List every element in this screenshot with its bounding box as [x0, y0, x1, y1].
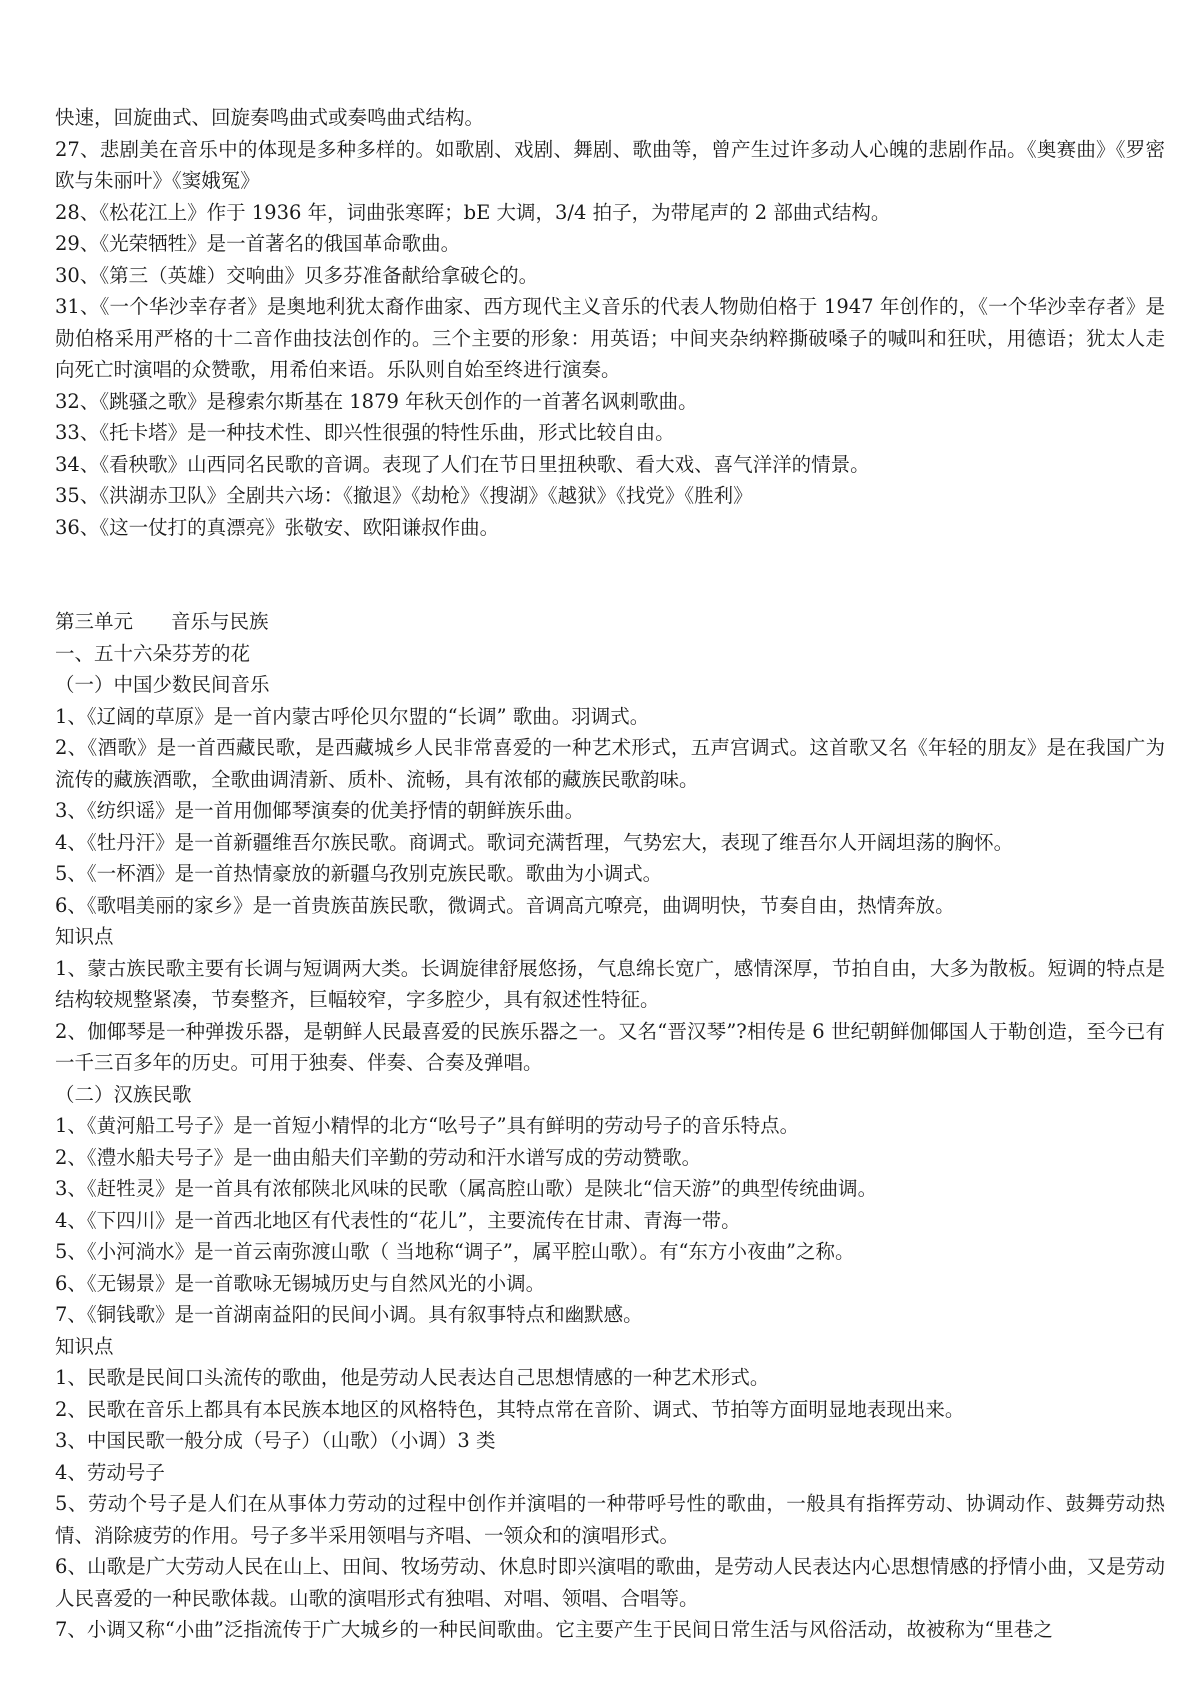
paragraph: 4、劳动号子 — [55, 1460, 165, 1484]
paragraph: 3、《纺织谣》是一首用伽倻琴演奏的优美抒情的朝鲜族乐曲。 — [55, 799, 585, 822]
paragraph: 2、伽倻琴是一种弹拨乐器，是朝鲜人民最喜爱的民族乐器之一。又名“晋汉琴”?相传是 6 世纪朝鲜伽倻国人于勒创造，至今已有一千三百多年的历史。可用于独奏、伴奏、合奏及弹唱。 — [55, 1019, 1165, 1074]
paragraph: 27、悲剧美在音乐中的体现是多种多样的。如歌剧、戏剧、舞剧、歌曲等，曾产生过许多动人心魄的悲剧作品。《奥赛曲》《罗密欧与朱丽叶》《窦娥冤》 — [55, 137, 1165, 192]
paragraph: 31、《一个华沙幸存者》是奥地利犹太裔作曲家、西方现代主义音乐的代表人物勋伯格于 1947 年创作的，《一个华沙幸存者》是勋伯格采用严格的十二音作曲技法创作的。三个主要的形象：用英语；中间夹杂纳粹撕破嗓子的喊叫和狂吠，用德语；犹太人走向死亡时演唱的众赞歌，用希伯来语。乐队则自始至终进行演奏。 — [55, 295, 1165, 381]
unit-heading — [55, 606, 1165, 638]
paragraph: 1、蒙古族民歌主要有长调与短调两大类。长调旋律舒展悠扬，气息绵长宽广，感情深厚，节拍自由，大多为散板。短调的特点是结构较规整紧凑，节奏整齐，巨幅较窄，字多腔少，具有叙述性特征。 — [55, 956, 1165, 1011]
paragraph: 28、《松花江上》作于 1936 年，词曲张寒晖；bE 大调，3/4 拍子，为带尾声的 2 部曲式结构。 — [55, 200, 891, 224]
subsection-heading: （二）汉族民歌 — [55, 1082, 192, 1106]
paragraph: 3、《赶牲灵》是一首具有浓郁陕北风味的民歌（属高腔山歌）是陕北“信天游”的典型传统曲调。 — [55, 1177, 878, 1200]
paragraph: 29、《光荣牺牲》是一首著名的俄国革命歌曲。 — [55, 232, 461, 255]
knowledge-heading: 知识点 — [55, 925, 114, 948]
paragraph: 快速，回旋曲式、回旋奏鸣曲式或奏鸣曲式结构。 — [55, 106, 485, 129]
paragraph: 1、民歌是民间口头流传的歌曲，他是劳动人民表达自己思想情感的一种艺术形式。 — [55, 1366, 770, 1389]
section-heading: 一、五十六朵芬芳的花 — [55, 641, 251, 665]
paragraph: 2、民歌在音乐上都具有本民族本地区的风格特色，其特点常在音阶、调式、节拍等方面明显地表现出来。 — [55, 1397, 965, 1421]
paragraph: 30、《第三（英雄）交响曲》贝多芬准备献给拿破仑的。 — [55, 263, 539, 287]
paragraph: 5、《一杯酒》是一首热情豪放的新疆乌孜别克族民歌。歌曲为小调式。 — [55, 862, 663, 885]
paragraph: 4、《牡丹汗》是一首新疆维吾尔族民歌。商调式。歌词充满哲理，气势宏大，表现了维吾尔人开阔坦荡的胸怀。 — [55, 830, 1014, 854]
paragraph: 36、《这一仗打的真漂亮》张敬安、欧阳谦叔作曲。 — [55, 515, 500, 539]
paragraph: 1、《辽阔的草原》是一首内蒙古呼伦贝尔盟的“长调” 歌曲。羽调式。 — [55, 704, 650, 728]
paragraph: 3、中国民歌一般分成（号子）（山歌）（小调）3 类 — [55, 1429, 496, 1452]
paragraph: 34、《看秧歌》山西同名民歌的音调。表现了人们在节日里扭秧歌、看大戏、喜气洋洋的情景。 — [55, 452, 870, 476]
subsection-heading: （一）中国少数民间音乐 — [55, 673, 270, 696]
paragraph: 32、《跳骚之歌》是穆索尔斯基在 1879 年秋天创作的一首著名讽刺歌曲。 — [55, 389, 698, 413]
paragraph: 7、《铜钱歌》是一首湖南益阳的民间小调。具有叙事特点和幽默感。 — [55, 1303, 643, 1326]
document-page — [55, 102, 1165, 1646]
paragraph: 1、《黄河船工号子》是一首短小精悍的北方“吆号子”具有鲜明的劳动号子的音乐特点。 — [55, 1114, 800, 1137]
paragraph: 35、《洪湖赤卫队》全剧共六场：《撤退》《劫枪》《搜湖》《越狱》《找党》《胜利》 — [55, 484, 753, 507]
unit-name: 音乐与民族 — [171, 610, 269, 633]
paragraph: 2、《澧水船夫号子》是一曲由船夫们辛勤的劳动和汗水谱写成的劳动赞歌。 — [55, 1145, 702, 1169]
paragraph: 33、《托卡塔》是一种技术性、即兴性很强的特性乐曲，形式比较自由。 — [55, 421, 675, 444]
paragraph: 5、劳动个号子是人们在从事体力劳动的过程中创作并演唱的一种带呼号性的歌曲，一般具有指挥劳动、协调动作、鼓舞劳动热情、消除疲劳的作用。号子多半采用领唱与齐唱、一领众和的演唱形式。 — [55, 1492, 1165, 1547]
unit-label: 第三单元 — [55, 610, 134, 633]
paragraph: 6、《无锡景》是一首歌咏无锡城历史与自然风光的小调。 — [55, 1271, 546, 1295]
paragraph: 4、《下四川》是一首西北地区有代表性的“花儿”，主要流传在甘肃、青海一带。 — [55, 1208, 741, 1232]
knowledge-heading: 知识点 — [55, 1334, 114, 1358]
paragraph: 6、《歌唱美丽的家乡》是一首贵族苗族民歌，微调式。音调高亢嘹亮，曲调明快，节奏自由，热情奔放。 — [55, 893, 955, 917]
paragraph: 7、小调又称“小曲”泛指流传于广大城乡的一种民间歌曲。它主要产生于民间日常生活与风俗活动，故被称为“里巷之 — [55, 1618, 1053, 1641]
section-spacer — [55, 543, 1165, 606]
paragraph: 6、山歌是广大劳动人民在山上、田间、牧场劳动、休息时即兴演唱的歌曲，是劳动人民表达内心思想情感的抒情小曲，又是劳动人民喜爱的一种民歌体裁。山歌的演唱形式有独唱、对唱、领唱、合唱等。 — [55, 1555, 1165, 1610]
paragraph: 5、《小河淌水》是一首云南弥渡山歌（ 当地称“调子”，属平腔山歌）。有“东方小夜曲”之称。 — [55, 1240, 855, 1263]
paragraph: 2、《酒歌》是一首西藏民歌，是西藏城乡人民非常喜爱的一种艺术形式，五声宫调式。这首歌又名《年轻的朋友》是在我国广为流传的藏族酒歌，全歌曲调清新、质朴、流畅，具有浓郁的藏族民歌韵味。 — [55, 736, 1165, 791]
